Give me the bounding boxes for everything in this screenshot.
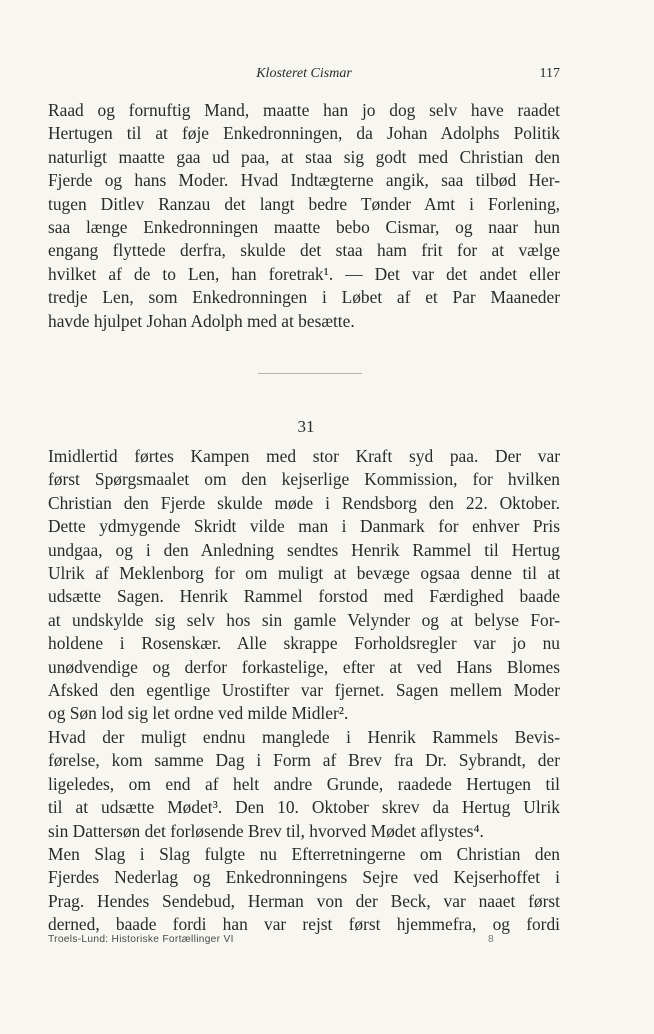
text-line: Fjerde og hans Moder. Hvad Indtægterne angik, saa tilbød Her- (48, 170, 560, 191)
text-line: derned, baade fordi han var rejst først hjemmefra, og fordi (48, 914, 560, 935)
running-header (48, 64, 560, 84)
text-line: Christian den Fjerde skulde møde i Rendsborg den 22. Oktober. (48, 492, 560, 513)
text-line: havde hjulpet Johan Adolph med at besætte. (48, 310, 355, 331)
text-line: holdene i Rosenskær. Alle skrappe Forholdsregler var jo nu (48, 633, 560, 654)
text-line: først Spørgsmaalet om den kejserlige Kommission, for hvilken (48, 469, 560, 490)
text-line: Prag. Hendes Sendebud, Herman von der Beck, var naaet først (48, 890, 560, 911)
text-line: Raad og fornuftig Mand, maatte han jo dog selv have raadet (48, 100, 560, 120)
paragraph-1 (48, 99, 560, 333)
text-line: Hvad der muligt endnu manglede i Henrik Rammels Bevis- (48, 727, 560, 747)
page-number: 117 (539, 66, 560, 81)
section-number: 31 (297, 417, 315, 436)
text-line: tredje Len, som Enkedronningen i Løbet af et Par Maaneder (48, 287, 560, 308)
text-line: Dette ydmygende Skridt vilde man i Danmark for enhver Pris (48, 516, 560, 537)
text-line: at undskylde sig selv hos sin gamle Velynder og at belyse For- (48, 609, 560, 630)
paragraph-2 (48, 445, 560, 726)
text-line: til at udsætte Mødet³. Den 10. Oktober skrev da Hertug Ulrik (48, 797, 560, 818)
text-line: Ulrik af Meklenborg for om muligt at bevæge ogsaa denne til at (48, 562, 560, 583)
text-line: hvilket af de to Len, han foretrak¹. — Det var det andet eller (48, 263, 560, 284)
text-line: saa længe Enkedronningen maatte bebo Cismar, og naar hun (48, 216, 560, 237)
text-line: engang flyttede derfra, skulde det staa ham frit for at vælge (48, 240, 560, 261)
text-line: Fjerdes Nederlag og Enkedronningens Sejre ved Kejserhoffet i (48, 867, 560, 888)
text-line: Men Slag i Slag fulgte nu Efterretningerne om Christian den (48, 844, 560, 864)
text-line: Hertugen til at føje Enkedronningen, da Johan Adolphs Politik (48, 123, 560, 144)
running-title: Klosteret Cismar (256, 66, 352, 81)
text-line: og Søn lod sig let ordne ved milde Midler². (48, 703, 349, 724)
text-line: Imidlertid førtes Kampen med stor Kraft syd paa. Der var (48, 446, 560, 466)
text-line: unødvendige og derfor forkastelige, efter at ved Hans Blomes (48, 656, 560, 677)
paragraph-4 (48, 843, 560, 937)
text-line: Afsked den egentlige Urostifter var fjernet. Sagen mellem Moder (48, 679, 560, 700)
text-line: naturligt maatte gaa ud paa, at staa sig godt med Christian den (48, 146, 560, 167)
text-line: ligeledes, om end af helt andre Grunde, raadede Hertugen til (48, 773, 560, 794)
text-line: førelse, kom samme Dag i Form af Brev fra Dr. Sybrandt, der (48, 750, 560, 771)
text-line: udsætte Sagen. Henrik Rammel forstod med Færdighed baade (48, 586, 560, 607)
section-divider (258, 373, 362, 374)
signature-footer (48, 932, 560, 948)
text-line: undgaa, og i den Anledning sendtes Henrik Rammel til Hertug (48, 539, 560, 560)
text-line: sin Dattersøn det forløsende Brev til, hvorved Mødet aflystes⁴. (48, 820, 484, 841)
sheet-mark: 8 (488, 934, 494, 945)
text-line: tugen Ditlev Ranzau det langt bedre Tønder Amt i Forlening, (48, 193, 560, 214)
signature-line: Troels-Lund: Historiske Fortællinger VI (48, 934, 234, 945)
paragraph-3 (48, 726, 560, 843)
